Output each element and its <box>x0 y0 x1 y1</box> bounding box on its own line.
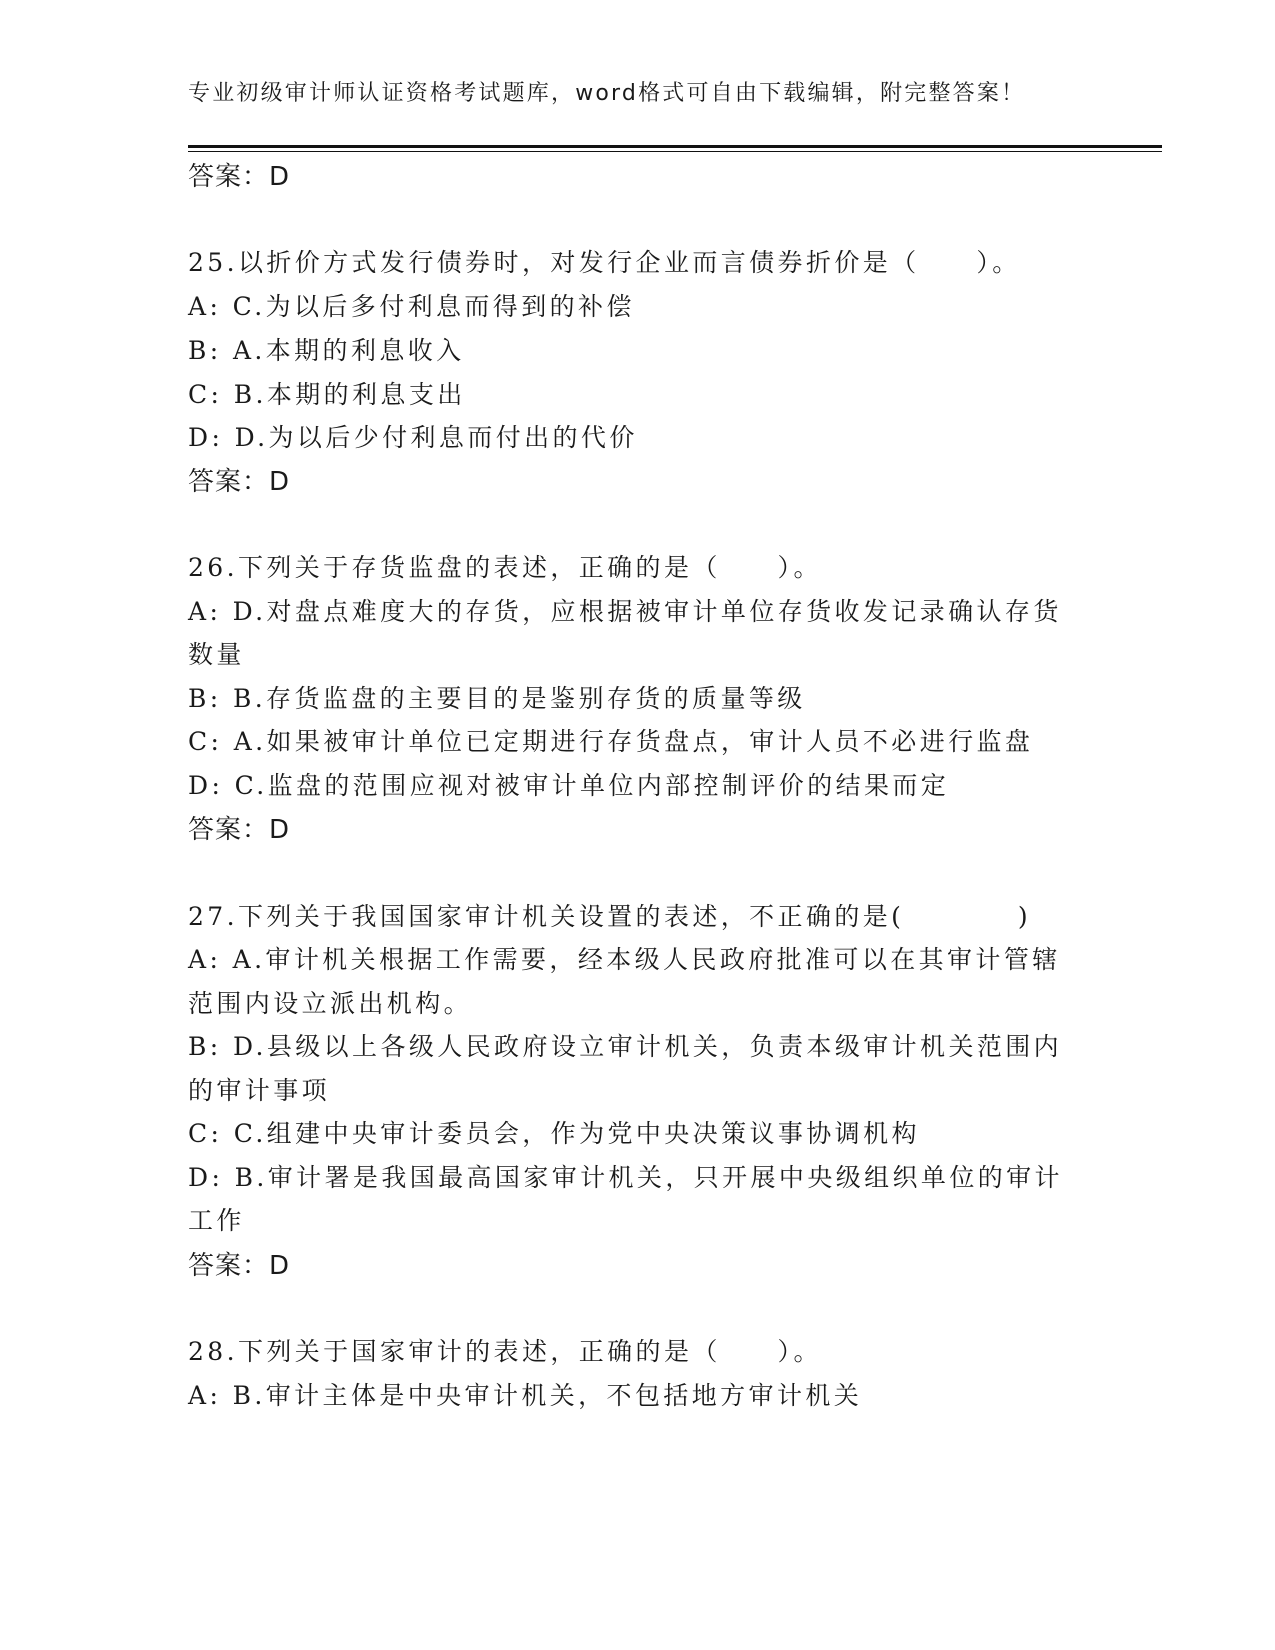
question-28-text: 28.下列关于国家审计的表述，正确的是（ ）。 <box>188 1337 822 1366</box>
question-26-answer: 答案：D <box>188 815 291 845</box>
question-27-option-cont: 范围内设立派出机构。 <box>188 989 473 1018</box>
question-25-text: 25.以折价方式发行债券时，对发行企业而言债券折价是（ ）。 <box>188 248 1021 277</box>
answer-line: 答案：D <box>188 162 291 192</box>
question-26-option: B: B.存货监盘的主要目的是鉴别存货的质量等级 <box>188 684 806 713</box>
question-25-option: A: C.为以后多付利息而得到的补偿 <box>188 292 635 321</box>
question-27-text: 27.下列关于我国国家审计机关设置的表述，不正确的是( ) <box>188 902 1032 931</box>
question-27-option: A: A.审计机关根据工作需要，经本级人民政府批准可以在其审计管辖 <box>188 945 1061 974</box>
question-27-option-cont: 工作 <box>188 1206 245 1235</box>
header-rule-thin <box>188 151 1162 152</box>
question-25-option: D: D.为以后少付利息而付出的代价 <box>188 423 638 452</box>
question-27-option: B: D.县级以上各级人民政府设立审计机关，负责本级审计机关范围内 <box>188 1032 1063 1061</box>
header-rule-thick <box>188 145 1162 148</box>
question-25-answer: 答案：D <box>188 467 291 497</box>
page-header: 专业初级审计师认证资格考试题库，word格式可自由下载编辑，附完整答案！ <box>188 81 1026 106</box>
question-27-option: C: C.组建中央审计委员会，作为党中央决策议事协调机构 <box>188 1119 920 1148</box>
question-26-option: D: C.监盘的范围应视对被审计单位内部控制评价的结果而定 <box>188 771 950 800</box>
question-26-text: 26.下列关于存货监盘的表述，正确的是（ ）。 <box>188 553 822 582</box>
question-25-option: B: A.本期的利息收入 <box>188 336 465 365</box>
question-27-option-cont: 的审计事项 <box>188 1076 331 1105</box>
question-25-option: C: B.本期的利息支出 <box>188 380 466 409</box>
question-26-option-cont: 数量 <box>188 640 245 669</box>
question-26-option: A: D.对盘点难度大的存货，应根据被审计单位存货收发记录确认存货 <box>188 597 1062 626</box>
question-28-option: A: B.审计主体是中央审计机关，不包括地方审计机关 <box>188 1381 863 1410</box>
question-27-option: D: B.审计署是我国最高国家审计机关，只开展中央级组织单位的审计 <box>188 1163 1063 1192</box>
question-27-answer: 答案：D <box>188 1251 291 1281</box>
question-26-option: C: A.如果被审计单位已定期进行存货盘点，审计人员不必进行监盘 <box>188 727 1034 756</box>
